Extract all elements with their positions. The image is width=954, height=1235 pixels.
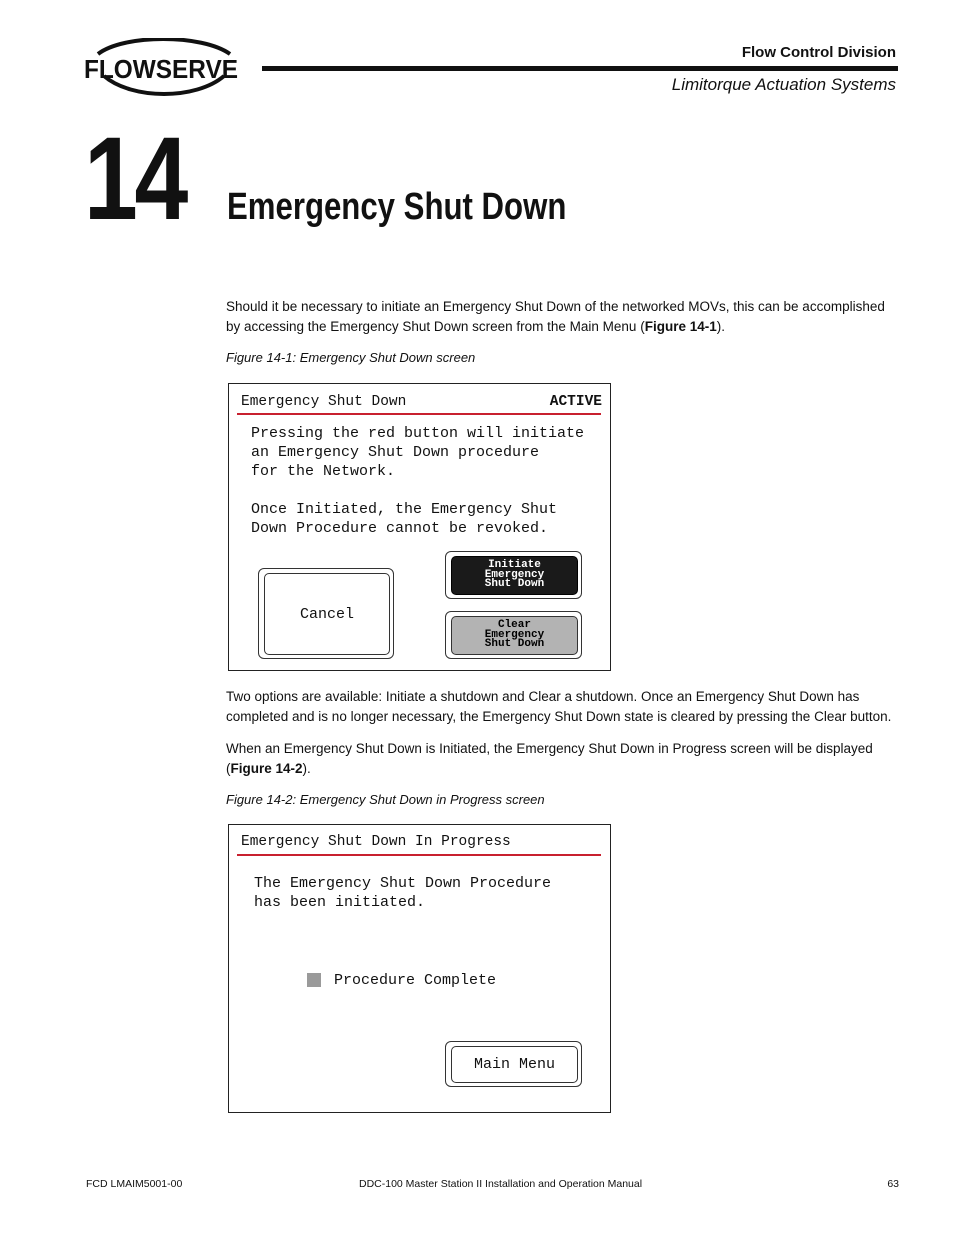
chapter-title: Emergency Shut Down [227,186,567,228]
subdivision-name: Limitorque Actuation Systems [671,75,896,94]
figure-1-caption: Figure 14-1: Emergency Shut Down screen [226,350,476,365]
figure-ref: Figure 14-2 [230,761,303,776]
screen-title: Emergency Shut Down [241,394,407,410]
screen-title: Emergency Shut Down In Progress [241,834,511,850]
initiate-label: Initiate Emergency Shut Down [484,559,545,591]
initiate-shutdown-button[interactable] [445,551,582,599]
cancel-label: Cancel [264,573,390,655]
progress-message: The Emergency Shut Down Procedure has been initiated. [254,875,552,911]
main-menu-label: Main Menu [451,1046,578,1083]
emergency-shutdown-screen [228,383,611,671]
division-name: Flow Control Division [741,44,896,61]
brand-wordmark: FLOWSERVE [84,54,238,84]
flowserve-logo [84,38,244,100]
manual-title: DDC-100 Master Station II Installation and Operation Manual [359,1178,643,1190]
clear-shutdown-button[interactable] [445,611,582,659]
cancel-button[interactable] [258,568,394,659]
clear-label: Clear Emergency Shut Down [484,619,545,651]
title-underline [237,854,601,856]
chapter-number: 14 [84,113,186,245]
intro-paragraph: Should it be necessary to initiate an Emergency Shut Down of the networked MOVs, this can be accomplished by accessing the Emergency Shut Down screen from the Main Menu (Figure 14-1). [226,299,885,334]
page-number: 63 [887,1178,899,1190]
procedure-complete-label: Procedure Complete [334,972,497,989]
main-menu-button[interactable] [445,1041,582,1087]
warning-text: Once Initiated, the Emergency Shut Down Procedure cannot be revoked. [251,501,558,537]
options-paragraph: Two options are available: Initiate a shutdown and Clear a shutdown. Once an Emergency Shut Down has completed and is no longer necessary, the Emergency Shut Down state is cleared by pressing the Clear button. [226,689,892,724]
shutdown-in-progress-screen [228,824,611,1113]
procedure-complete-indicator [307,973,321,987]
header-rule [262,66,898,71]
figure-2-caption: Figure 14-2: Emergency Shut Down in Progress screen [226,792,545,807]
status-label: ACTIVE [549,394,602,410]
title-underline [237,413,601,415]
figure-ref: Figure 14-1 [644,319,717,334]
initiated-paragraph: When an Emergency Shut Down is Initiated, the Emergency Shut Down in Progress screen will be displayed (Figure 14-2). [226,741,873,776]
instruction-text: Pressing the red button will initiate an Emergency Shut Down procedure for the Network. [251,425,585,480]
document-code: FCD LMAIM5001-00 [86,1178,183,1190]
